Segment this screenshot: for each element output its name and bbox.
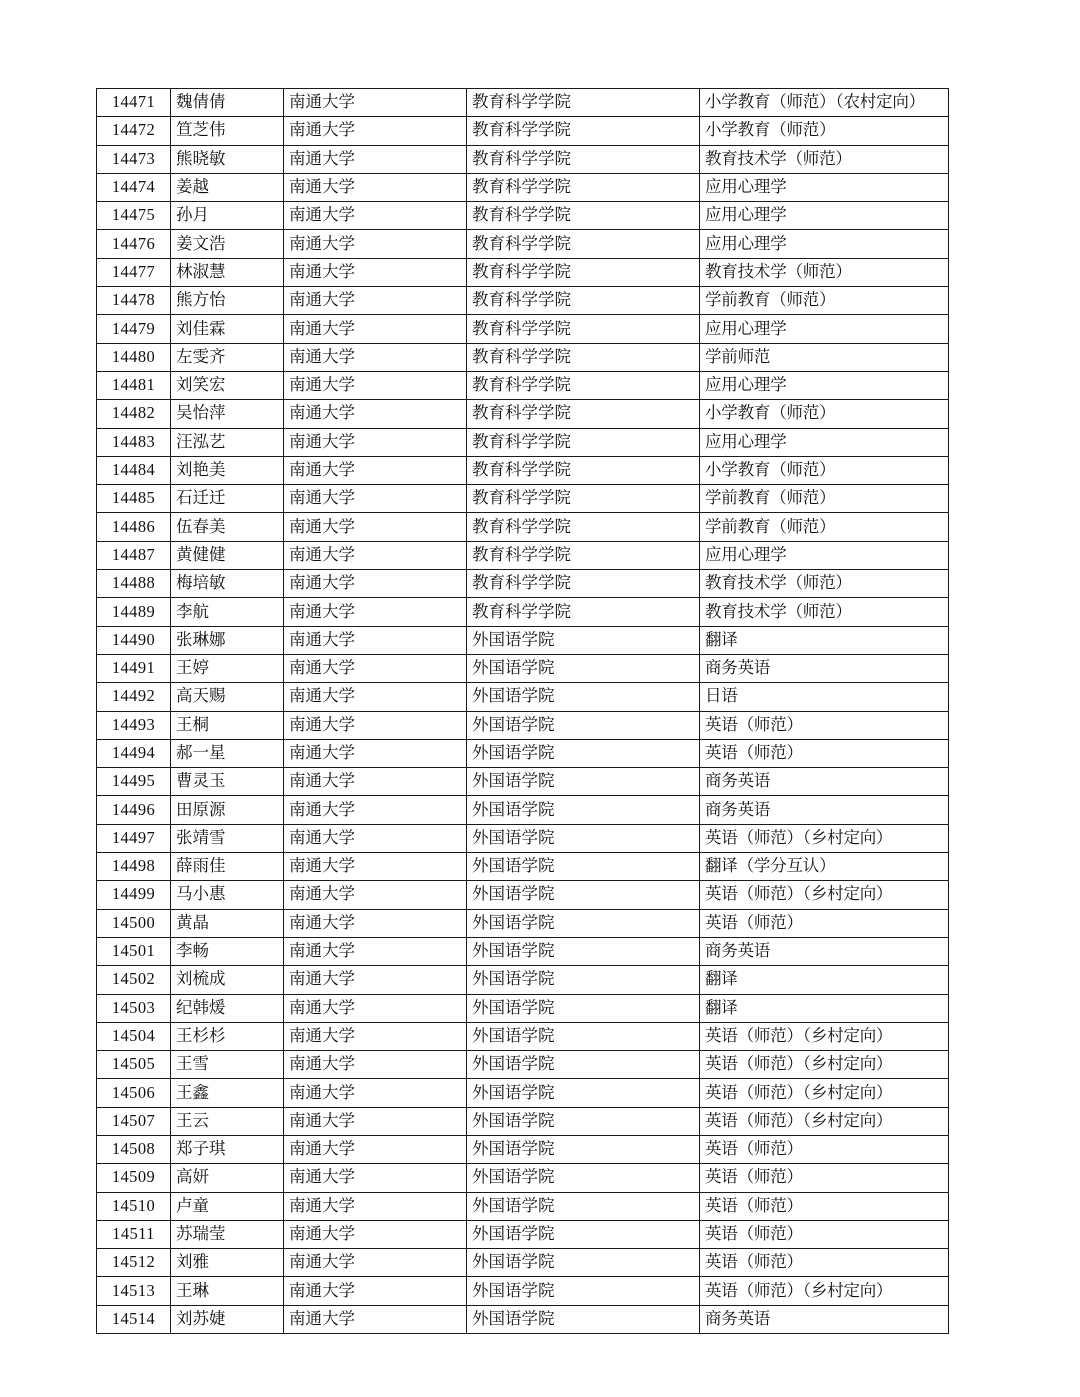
cell-id: 14507 [97,1107,171,1135]
table-row [97,1305,949,1333]
cell-college: 外国语学院 [467,796,700,824]
cell-name: 孙月 [171,202,284,230]
table-row [97,909,949,937]
table-row [97,258,949,286]
cell-major: 翻译 [700,994,949,1022]
cell-name: 李畅 [171,937,284,965]
cell-college: 教育科学学院 [467,258,700,286]
cell-name: 黄晶 [171,909,284,937]
cell-university: 南通大学 [284,485,467,513]
cell-major: 英语（师范） [700,909,949,937]
cell-college: 外国语学院 [467,1249,700,1277]
cell-major: 应用心理学 [700,428,949,456]
roster-table-body [97,89,949,1334]
cell-id: 14508 [97,1135,171,1163]
cell-university: 南通大学 [284,513,467,541]
cell-id: 14484 [97,456,171,484]
cell-university: 南通大学 [284,1220,467,1248]
cell-major: 小学教育（师范） [700,456,949,484]
cell-major: 英语（师范）（乡村定向） [700,1051,949,1079]
cell-college: 外国语学院 [467,966,700,994]
cell-major: 小学教育（师范）（农村定向） [700,89,949,117]
cell-name: 林淑慧 [171,258,284,286]
cell-university: 南通大学 [284,1107,467,1135]
cell-college: 外国语学院 [467,853,700,881]
cell-college: 外国语学院 [467,683,700,711]
cell-college: 教育科学学院 [467,287,700,315]
table-row [97,966,949,994]
cell-university: 南通大学 [284,1079,467,1107]
cell-university: 南通大学 [284,654,467,682]
cell-college: 外国语学院 [467,824,700,852]
table-row [97,570,949,598]
cell-university: 南通大学 [284,1277,467,1305]
cell-university: 南通大学 [284,626,467,654]
table-row [97,1022,949,1050]
cell-college: 外国语学院 [467,654,700,682]
cell-major: 应用心理学 [700,173,949,201]
cell-id: 14474 [97,173,171,201]
cell-major: 商务英语 [700,768,949,796]
table-row [97,287,949,315]
cell-id: 14489 [97,598,171,626]
cell-id: 14491 [97,654,171,682]
cell-college: 教育科学学院 [467,315,700,343]
cell-college: 外国语学院 [467,1192,700,1220]
table-row [97,371,949,399]
table-row [97,485,949,513]
cell-name: 王琳 [171,1277,284,1305]
cell-id: 14505 [97,1051,171,1079]
cell-college: 外国语学院 [467,909,700,937]
cell-name: 黄健健 [171,541,284,569]
cell-id: 14494 [97,739,171,767]
cell-university: 南通大学 [284,937,467,965]
cell-id: 14485 [97,485,171,513]
table-row [97,1192,949,1220]
cell-college: 教育科学学院 [467,230,700,258]
table-row [97,654,949,682]
cell-major: 英语（师范）（乡村定向） [700,1079,949,1107]
cell-college: 外国语学院 [467,1022,700,1050]
cell-major: 小学教育（师范） [700,117,949,145]
cell-name: 熊晓敏 [171,145,284,173]
cell-college: 教育科学学院 [467,400,700,428]
cell-major: 教育技术学（师范） [700,145,949,173]
cell-major: 学前师范 [700,343,949,371]
cell-name: 梅培敏 [171,570,284,598]
cell-major: 商务英语 [700,937,949,965]
cell-university: 南通大学 [284,89,467,117]
cell-college: 教育科学学院 [467,570,700,598]
cell-id: 14500 [97,909,171,937]
table-row [97,117,949,145]
cell-university: 南通大学 [284,909,467,937]
cell-university: 南通大学 [284,202,467,230]
cell-university: 南通大学 [284,343,467,371]
cell-major: 英语（师范） [700,1192,949,1220]
cell-name: 王云 [171,1107,284,1135]
table-row [97,994,949,1022]
cell-major: 日语 [700,683,949,711]
cell-name: 王桐 [171,711,284,739]
cell-university: 南通大学 [284,966,467,994]
table-row [97,315,949,343]
cell-id: 14490 [97,626,171,654]
cell-name: 王杉杉 [171,1022,284,1050]
table-row [97,796,949,824]
cell-name: 姜越 [171,173,284,201]
cell-id: 14510 [97,1192,171,1220]
cell-major: 英语（师范）（乡村定向） [700,1107,949,1135]
cell-major: 英语（师范） [700,1135,949,1163]
cell-id: 14513 [97,1277,171,1305]
cell-name: 马小惠 [171,881,284,909]
cell-college: 外国语学院 [467,1164,700,1192]
cell-university: 南通大学 [284,768,467,796]
cell-university: 南通大学 [284,315,467,343]
cell-id: 14511 [97,1220,171,1248]
table-row [97,541,949,569]
cell-name: 郝一星 [171,739,284,767]
cell-id: 14503 [97,994,171,1022]
cell-id: 14509 [97,1164,171,1192]
cell-university: 南通大学 [284,428,467,456]
table-row [97,683,949,711]
cell-college: 教育科学学院 [467,117,700,145]
cell-university: 南通大学 [284,230,467,258]
cell-college: 教育科学学院 [467,428,700,456]
cell-college: 教育科学学院 [467,89,700,117]
table-row [97,1051,949,1079]
cell-major: 翻译 [700,966,949,994]
cell-name: 田原源 [171,796,284,824]
cell-name: 刘佳霖 [171,315,284,343]
table-row [97,456,949,484]
cell-major: 教育技术学（师范） [700,570,949,598]
cell-major: 英语（师范）（乡村定向） [700,824,949,852]
cell-name: 熊方怡 [171,287,284,315]
cell-id: 14475 [97,202,171,230]
table-row [97,824,949,852]
table-row [97,1220,949,1248]
cell-name: 左雯齐 [171,343,284,371]
cell-university: 南通大学 [284,1192,467,1220]
cell-college: 教育科学学院 [467,371,700,399]
cell-college: 教育科学学院 [467,456,700,484]
cell-university: 南通大学 [284,598,467,626]
cell-id: 14506 [97,1079,171,1107]
cell-college: 外国语学院 [467,711,700,739]
cell-id: 14486 [97,513,171,541]
cell-university: 南通大学 [284,994,467,1022]
table-row [97,711,949,739]
cell-name: 王雪 [171,1051,284,1079]
cell-college: 外国语学院 [467,1277,700,1305]
cell-college: 外国语学院 [467,881,700,909]
cell-id: 14502 [97,966,171,994]
cell-major: 英语（师范） [700,739,949,767]
cell-id: 14504 [97,1022,171,1050]
cell-university: 南通大学 [284,570,467,598]
cell-id: 14492 [97,683,171,711]
table-row [97,881,949,909]
table-row [97,1277,949,1305]
cell-name: 曹灵玉 [171,768,284,796]
cell-college: 外国语学院 [467,1135,700,1163]
table-row [97,428,949,456]
table-row [97,400,949,428]
cell-college: 外国语学院 [467,768,700,796]
cell-university: 南通大学 [284,1135,467,1163]
cell-major: 翻译（学分互认） [700,853,949,881]
cell-university: 南通大学 [284,287,467,315]
cell-major: 英语（师范） [700,1164,949,1192]
cell-college: 教育科学学院 [467,202,700,230]
table-row [97,768,949,796]
cell-name: 王婷 [171,654,284,682]
cell-name: 吴怡萍 [171,400,284,428]
cell-major: 商务英语 [700,1305,949,1333]
cell-college: 教育科学学院 [467,598,700,626]
cell-college: 外国语学院 [467,1305,700,1333]
cell-name: 刘雅 [171,1249,284,1277]
cell-name: 张靖雪 [171,824,284,852]
cell-id: 14512 [97,1249,171,1277]
cell-id: 14496 [97,796,171,824]
cell-university: 南通大学 [284,400,467,428]
cell-id: 14481 [97,371,171,399]
table-row [97,1107,949,1135]
table-row [97,853,949,881]
table-row [97,626,949,654]
cell-id: 14487 [97,541,171,569]
table-row [97,145,949,173]
cell-id: 14476 [97,230,171,258]
cell-id: 14499 [97,881,171,909]
cell-major: 应用心理学 [700,230,949,258]
cell-university: 南通大学 [284,1305,467,1333]
cell-id: 14479 [97,315,171,343]
cell-college: 外国语学院 [467,739,700,767]
table-row [97,1164,949,1192]
table-row [97,173,949,201]
cell-university: 南通大学 [284,456,467,484]
cell-university: 南通大学 [284,1022,467,1050]
cell-id: 14483 [97,428,171,456]
cell-college: 外国语学院 [467,1220,700,1248]
table-row [97,937,949,965]
cell-id: 14471 [97,89,171,117]
cell-major: 英语（师范）（乡村定向） [700,1277,949,1305]
cell-university: 南通大学 [284,173,467,201]
cell-name: 伍春美 [171,513,284,541]
cell-name: 刘苏婕 [171,1305,284,1333]
cell-major: 学前教育（师范） [700,287,949,315]
cell-university: 南通大学 [284,1249,467,1277]
cell-major: 英语（师范） [700,711,949,739]
cell-name: 汪泓艺 [171,428,284,456]
cell-major: 应用心理学 [700,202,949,230]
cell-id: 14493 [97,711,171,739]
cell-major: 商务英语 [700,654,949,682]
table-row [97,1135,949,1163]
cell-id: 14501 [97,937,171,965]
table-row [97,202,949,230]
cell-college: 教育科学学院 [467,173,700,201]
table-row [97,513,949,541]
cell-university: 南通大学 [284,824,467,852]
cell-major: 教育技术学（师范） [700,598,949,626]
cell-major: 英语（师范）（乡村定向） [700,1022,949,1050]
cell-name: 高妍 [171,1164,284,1192]
cell-university: 南通大学 [284,796,467,824]
cell-university: 南通大学 [284,117,467,145]
cell-name: 魏倩倩 [171,89,284,117]
cell-major: 学前教育（师范） [700,485,949,513]
table-row [97,1249,949,1277]
cell-id: 14473 [97,145,171,173]
roster-table-container [96,88,948,1334]
cell-major: 应用心理学 [700,315,949,343]
cell-id: 14482 [97,400,171,428]
cell-university: 南通大学 [284,541,467,569]
cell-university: 南通大学 [284,1164,467,1192]
cell-college: 教育科学学院 [467,145,700,173]
table-row [97,343,949,371]
cell-major: 应用心理学 [700,371,949,399]
cell-id: 14472 [97,117,171,145]
cell-id: 14495 [97,768,171,796]
cell-name: 石迁迁 [171,485,284,513]
cell-name: 张琳娜 [171,626,284,654]
cell-major: 英语（师范） [700,1220,949,1248]
cell-major: 英语（师范）（乡村定向） [700,881,949,909]
cell-name: 王鑫 [171,1079,284,1107]
cell-name: 李航 [171,598,284,626]
cell-name: 纪韩煖 [171,994,284,1022]
cell-college: 教育科学学院 [467,513,700,541]
cell-college: 外国语学院 [467,994,700,1022]
cell-university: 南通大学 [284,371,467,399]
cell-name: 刘梳成 [171,966,284,994]
cell-university: 南通大学 [284,258,467,286]
cell-college: 外国语学院 [467,1079,700,1107]
cell-id: 14488 [97,570,171,598]
cell-name: 高天赐 [171,683,284,711]
cell-university: 南通大学 [284,853,467,881]
cell-college: 外国语学院 [467,1051,700,1079]
cell-major: 学前教育（师范） [700,513,949,541]
cell-id: 14478 [97,287,171,315]
cell-name: 郑子琪 [171,1135,284,1163]
table-row [97,1079,949,1107]
cell-major: 应用心理学 [700,541,949,569]
cell-major: 教育技术学（师范） [700,258,949,286]
cell-id: 14497 [97,824,171,852]
cell-name: 卢童 [171,1192,284,1220]
cell-university: 南通大学 [284,881,467,909]
roster-table [96,88,949,1334]
cell-university: 南通大学 [284,739,467,767]
cell-major: 翻译 [700,626,949,654]
cell-major: 小学教育（师范） [700,400,949,428]
table-row [97,598,949,626]
cell-college: 教育科学学院 [467,485,700,513]
cell-id: 14514 [97,1305,171,1333]
cell-name: 苏瑞莹 [171,1220,284,1248]
cell-university: 南通大学 [284,145,467,173]
cell-name: 刘笑宏 [171,371,284,399]
table-row [97,739,949,767]
cell-college: 外国语学院 [467,626,700,654]
cell-university: 南通大学 [284,711,467,739]
cell-name: 姜文浩 [171,230,284,258]
cell-id: 14480 [97,343,171,371]
cell-university: 南通大学 [284,683,467,711]
table-row [97,230,949,258]
cell-college: 外国语学院 [467,1107,700,1135]
cell-id: 14477 [97,258,171,286]
cell-major: 英语（师范） [700,1249,949,1277]
cell-university: 南通大学 [284,1051,467,1079]
table-row [97,89,949,117]
cell-id: 14498 [97,853,171,881]
cell-college: 教育科学学院 [467,343,700,371]
cell-name: 薛雨佳 [171,853,284,881]
cell-college: 外国语学院 [467,937,700,965]
cell-name: 刘艳美 [171,456,284,484]
cell-major: 商务英语 [700,796,949,824]
cell-college: 教育科学学院 [467,541,700,569]
cell-name: 笪芝伟 [171,117,284,145]
